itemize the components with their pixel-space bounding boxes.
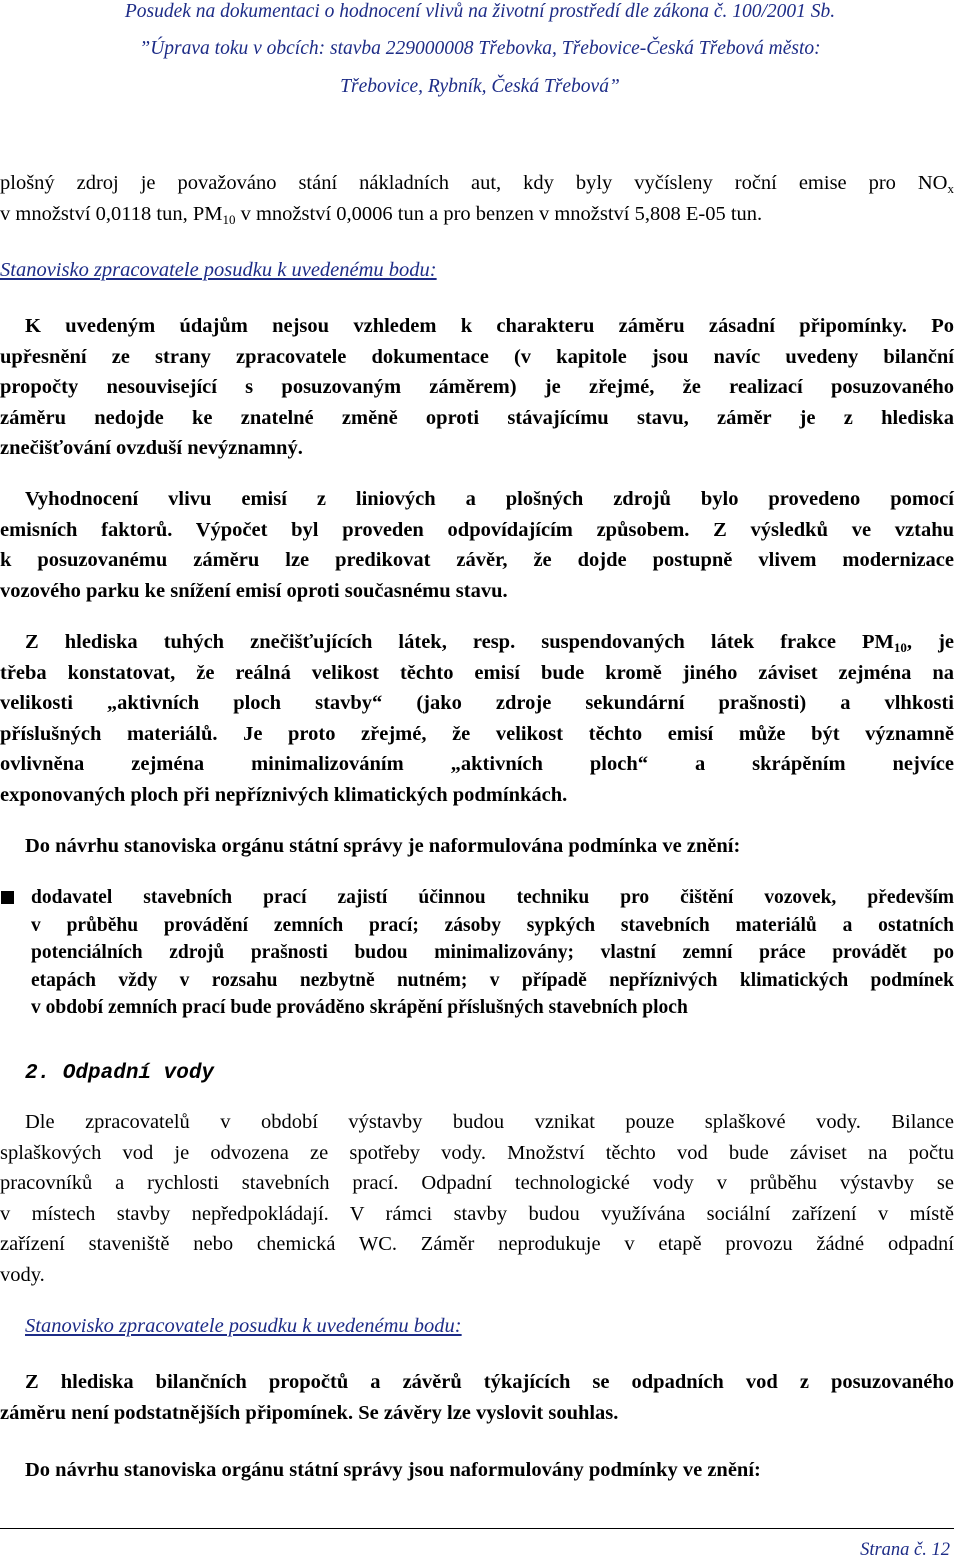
- paragraph-line: Do návrhu stanoviska orgánu státní správy jsou naformulovány podmínky ve znění:: [25, 1459, 761, 1481]
- subscript: x: [947, 181, 954, 196]
- paragraph-line: exponovaných ploch při nepříznivých klimatických podmínkách.: [0, 783, 568, 806]
- paragraph-reviewer-opinion: [0, 311, 954, 464]
- bullet-square-icon: [1, 891, 14, 904]
- text-run: v množství 0,0006 tun a pro benzen v množství 5,808 E-05 tun.: [235, 202, 763, 225]
- paragraph-line: K uvedeným údajům nejsou vzhledem k charakteru záměru zásadní připomínky. Po: [25, 315, 954, 337]
- paragraph-line: pracovníků a rychlosti stavebních prací. Odpadní technologické vody v průběhu výstavby se: [0, 1172, 954, 1194]
- paragraph-line: upřesnění ze strany zpracovatele dokumentace (v kapitole jsou navíc uvedeny bilanční: [0, 345, 954, 368]
- stanovisko-heading: [0, 255, 954, 286]
- page-number: Strana č. 12: [860, 1540, 950, 1560]
- paragraph-line: dodavatel stavebních prací zajistí účinnou techniku pro čištění vozovek, především: [31, 887, 954, 908]
- paragraph-line: příslušných materiálů. Je proto zřejmé, že velikost těchto emisí může být významně: [0, 722, 954, 745]
- paragraph-condition-intro: [0, 831, 954, 862]
- paragraph-emissions: [0, 168, 954, 229]
- paragraph-line: v průběhu provádění zemních prací; zásoby sypkých stavebních materiálů a ostatních: [31, 914, 954, 936]
- stanovisko-heading: [25, 1311, 954, 1342]
- paragraph-line: k posuzovanému záměru lze predikovat závěr, že dojde postupně vlivem modernizace: [0, 549, 954, 571]
- paragraph-line: [0, 199, 954, 230]
- paragraph-line: třeba konstatovat, že reálná velikost těchto emisí bude kromě jiného záviset zejména na: [0, 661, 954, 684]
- paragraph-line: zařízení staveniště nebo chemická WC. Záměr neprodukuje v etapě provozu žádné odpadní: [0, 1233, 954, 1255]
- paragraph-line: záměru nedojde ke znatelné změně oproti stávajícímu stavu, záměr je z hlediska: [0, 406, 954, 429]
- paragraph-line: záměru není podstatnějších připomínek. Se závěry lze vyslovit souhlas.: [0, 1401, 619, 1424]
- text-run: , je: [906, 631, 954, 653]
- paragraph-line: Do návrhu stanoviska orgánu státní správy je naformulována podmínka ve znění:: [25, 835, 741, 857]
- paragraph-line: propočty nesouvisející s posuzovaným záměrem) je zřejmé, že realizací posuzovaného: [0, 376, 954, 398]
- paragraph-line: [0, 627, 954, 658]
- paragraph-line: velikosti „aktivních ploch stavby“ (jako zdroje sekundární prašnosti) a vlhkosti: [0, 692, 954, 714]
- document-header-line-1: Posudek na dokumentaci o hodnocení vlivů na životní prostředí dle zákona č. 100/2001 Sb.: [124, 1, 836, 22]
- paragraph-line: vody.: [0, 1263, 45, 1286]
- stanovisko-heading-text: Stanovisko zpracovatele posudku k uvedenému bodu:: [25, 1315, 462, 1337]
- paragraph-line: znečišťování ovzduší nevýznamný.: [0, 437, 303, 459]
- paragraph-line: v období zemních prací bude prováděno skrápění příslušných stavebních ploch: [31, 997, 688, 1018]
- paragraph-line: vozového parku ke snížení emisí oproti současnému stavu.: [0, 579, 508, 602]
- paragraph-line: Vyhodnocení vlivu emisí z liniových a plošných zdrojů bylo provedeno pomocí: [25, 488, 954, 510]
- paragraph-particulates: [0, 627, 954, 810]
- paragraph-line: splaškových vod je odvozena ze spotřeby vody. Množství těchto vod bude záviset na počtu: [0, 1141, 954, 1164]
- bullet-condition: [31, 884, 954, 1022]
- subscript: 10: [893, 640, 907, 655]
- text-run: Z hlediska tuhých znečišťujících látek, resp. suspendovaných látek frakce PM: [25, 631, 894, 653]
- document-header-line-3: Třebovice, Rybník, Česká Třebová”: [340, 76, 620, 97]
- paragraph-line: potenciálních zdrojů prašnosti budou minimalizovány; vlastní zemní práce provádět po: [31, 942, 954, 963]
- paragraph-line: ovlivněna zejména minimalizováním „aktivních ploch“ a skrápěním nejvíce: [0, 753, 954, 775]
- text-run: plošný zdroj je považováno stání nákladních aut, kdy byly vyčísleny roční emise pro NO: [0, 172, 948, 194]
- text-run: v množství 0,0118 tun, PM: [0, 202, 223, 225]
- footer-divider: [0, 1528, 954, 1529]
- paragraph-conditions-intro: [0, 1455, 954, 1486]
- stanovisko-heading-text: Stanovisko zpracovatele posudku k uvedenému bodu:: [0, 259, 437, 281]
- paragraph-line: emisních faktorů. Výpočet byl proveden odpovídajícím způsobem. Z výsledků ve vztahu: [0, 518, 954, 541]
- paragraph-line: Z hlediska bilančních propočtů a závěrů týkajících se odpadních vod z posuzovaného: [25, 1371, 954, 1393]
- paragraph-evaluation: [0, 484, 954, 606]
- paragraph-wastewater: [0, 1107, 954, 1290]
- paragraph-line: etapách vždy v rozsahu nezbytně nutném; v případě nepříznivých klimatických podmínek: [31, 969, 954, 991]
- paragraph-wastewater-opinion: [0, 1367, 954, 1428]
- paragraph-line: [0, 168, 954, 199]
- document-header-line-2: ”Úprava toku v obcích: stavba 229000008 Třebovka, Třebovice-Česká Třebová město:: [139, 38, 821, 59]
- paragraph-line: v místech stavby nepředpokládají. V rámci stavby budou využívána sociální zařízení v místě: [0, 1202, 954, 1225]
- paragraph-line: Dle zpracovatelů v období výstavby budou vznikat pouze splaškové vody. Bilance: [25, 1111, 954, 1133]
- subscript: 10: [222, 211, 236, 227]
- section-heading: 2. Odpadní vody: [25, 1062, 215, 1085]
